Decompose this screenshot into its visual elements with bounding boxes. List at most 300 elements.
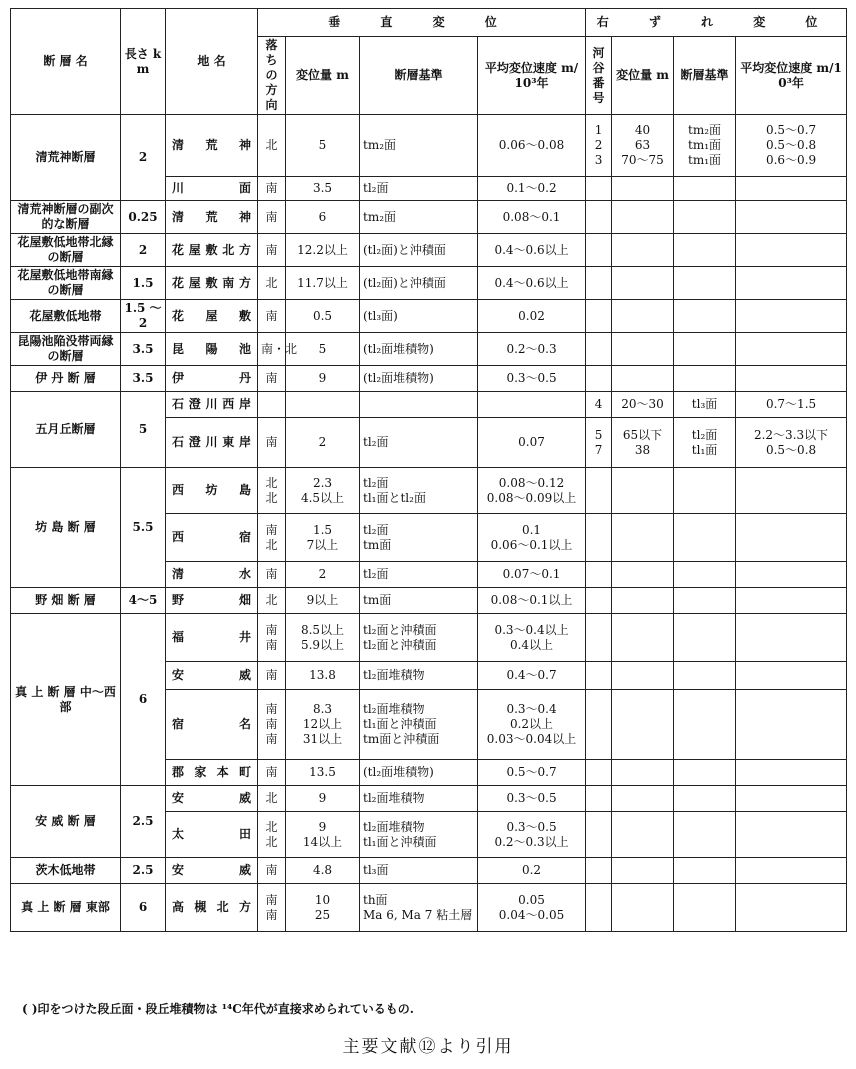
cell-strike-amount bbox=[612, 177, 674, 201]
cell-strike-datum bbox=[674, 760, 736, 786]
cell-datum bbox=[360, 418, 478, 468]
cell-dir-value: 南 bbox=[265, 435, 278, 449]
cell-amount bbox=[286, 786, 360, 812]
cell-amount bbox=[286, 514, 360, 562]
cell-dir-value: 南 bbox=[265, 308, 278, 323]
cell-dir bbox=[258, 786, 286, 812]
cell-datum-value: tl₂面 bbox=[363, 181, 389, 195]
fault-name: 安 威 断 層 bbox=[11, 786, 121, 858]
cell-rate-value: 0.07 bbox=[518, 435, 545, 449]
location-name: 花 屋 敷 bbox=[166, 300, 258, 333]
cell-datum-value: tl₁面とtl₂面 bbox=[363, 490, 426, 505]
cell-datum-value: tm面 bbox=[363, 537, 392, 552]
cell-river bbox=[586, 115, 612, 177]
cell-dir bbox=[258, 588, 286, 614]
cell-strike-amount-value: 70～75 bbox=[621, 153, 664, 167]
cell-dir bbox=[258, 115, 286, 177]
header-location: 地 名 bbox=[166, 9, 258, 115]
cell-rate bbox=[478, 201, 586, 234]
fault-length: 2.5 bbox=[121, 786, 166, 858]
header-fault-name: 断 層 名 bbox=[11, 9, 121, 115]
cell-datum-value: (tl₂面堆積物) bbox=[363, 341, 434, 356]
cell-rate-value: 0.1 bbox=[521, 522, 542, 537]
cell-amount bbox=[286, 614, 360, 662]
cell-amount-value: 6 bbox=[318, 209, 327, 224]
cell-datum bbox=[360, 588, 478, 614]
table-row bbox=[11, 588, 847, 614]
cell-river bbox=[586, 786, 612, 812]
cell-strike-datum bbox=[674, 786, 736, 812]
cell-amount-value: 0.5 bbox=[312, 308, 333, 323]
cell-strike-rate bbox=[736, 514, 847, 562]
cell-rate-value: 0.4以上 bbox=[509, 637, 554, 652]
cell-river bbox=[586, 418, 612, 468]
cell-strike-datum bbox=[674, 812, 736, 858]
cell-river bbox=[586, 468, 612, 514]
cell-dir-value: 北 bbox=[265, 593, 278, 607]
cell-datum bbox=[360, 786, 478, 812]
location-name: 安 威 bbox=[166, 786, 258, 812]
cell-rate-value: 0.4～0.6以上 bbox=[494, 275, 569, 290]
cell-dir-value: 南 bbox=[265, 622, 278, 637]
cell-rate-value: 0.3～0.4以上 bbox=[494, 622, 569, 637]
cell-datum-value: tm面 bbox=[363, 593, 392, 607]
location-name: 野 畑 bbox=[166, 588, 258, 614]
cell-dir bbox=[258, 662, 286, 690]
cell-rate-value: 0.2～0.3以上 bbox=[494, 834, 569, 849]
cell-strike-amount-value: 63 bbox=[634, 138, 651, 152]
cell-strike-amount bbox=[612, 333, 674, 366]
cell-amount-value: 9 bbox=[318, 791, 327, 805]
cell-dir-value: 北 bbox=[265, 791, 278, 805]
location-name: 昆 陽 池 bbox=[166, 333, 258, 366]
cell-datum bbox=[360, 392, 478, 418]
cell-amount bbox=[286, 690, 360, 760]
fault-name: 花屋敷低地帯南縁の断層 bbox=[11, 267, 121, 300]
cell-datum bbox=[360, 333, 478, 366]
cell-strike-amount bbox=[612, 786, 674, 812]
location-name: 清 荒 神 bbox=[166, 115, 258, 177]
cell-rate bbox=[478, 468, 586, 514]
cell-rate bbox=[478, 366, 586, 392]
cell-dir-value: 南 bbox=[265, 892, 278, 907]
cell-strike-datum-value: tm₁面 bbox=[688, 138, 722, 152]
fault-length: 1.5 ～2 bbox=[121, 300, 166, 333]
cell-amount bbox=[286, 201, 360, 234]
cell-strike-rate bbox=[736, 234, 847, 267]
cell-amount-value: 9 bbox=[318, 371, 327, 385]
cell-datum-value: tl₂面堆積物 bbox=[363, 791, 425, 805]
cell-dir-value: 南 bbox=[265, 209, 278, 224]
cell-strike-rate bbox=[736, 201, 847, 234]
cell-strike-amount bbox=[612, 614, 674, 662]
table-row bbox=[11, 614, 847, 662]
cell-amount-value: 12.2以上 bbox=[297, 242, 348, 257]
cell-strike-amount bbox=[612, 690, 674, 760]
cell-dir bbox=[258, 366, 286, 392]
location-name: 安 威 bbox=[166, 662, 258, 690]
cell-datum bbox=[360, 662, 478, 690]
cell-rate-value: 0.2 bbox=[521, 863, 542, 877]
cell-strike-datum bbox=[674, 514, 736, 562]
cell-dir-value: 南・北 bbox=[261, 341, 298, 356]
cell-rate bbox=[478, 234, 586, 267]
cell-amount bbox=[286, 115, 360, 177]
location-name: 伊 丹 bbox=[166, 366, 258, 392]
cell-rate bbox=[478, 115, 586, 177]
fault-length: 4～5 bbox=[121, 588, 166, 614]
cell-rate-value: 0.3～0.4 bbox=[506, 702, 557, 716]
cell-strike-datum bbox=[674, 115, 736, 177]
cell-strike-amount bbox=[612, 588, 674, 614]
cell-strike-amount bbox=[612, 884, 674, 932]
fault-name: 昆陽池陥没帯両縁の断層 bbox=[11, 333, 121, 366]
cell-amount bbox=[286, 418, 360, 468]
cell-strike-datum bbox=[674, 234, 736, 267]
table-row bbox=[11, 468, 847, 514]
cell-rate bbox=[478, 333, 586, 366]
cell-datum bbox=[360, 760, 478, 786]
fault-length: 2 bbox=[121, 115, 166, 201]
fault-length: 5.5 bbox=[121, 468, 166, 588]
cell-amount-value: 8.5以上 bbox=[300, 622, 345, 637]
fault-length: 3.5 bbox=[121, 366, 166, 392]
cell-datum bbox=[360, 690, 478, 760]
cell-rate-value: 0.02 bbox=[518, 308, 545, 323]
cell-rate-value: 0.08～0.12 bbox=[498, 475, 565, 490]
cell-rate-value: 0.06～0.08 bbox=[498, 138, 565, 152]
cell-rate bbox=[478, 588, 586, 614]
cell-strike-rate bbox=[736, 333, 847, 366]
table-row bbox=[11, 786, 847, 812]
cell-dir bbox=[258, 562, 286, 588]
cell-strike-rate bbox=[736, 177, 847, 201]
location-name: 石澄川東岸 bbox=[166, 418, 258, 468]
cell-rate-value: 0.08～0.1 bbox=[502, 209, 561, 224]
cell-dir-value: 南 bbox=[265, 637, 278, 652]
cell-strike-datum bbox=[674, 468, 736, 514]
cell-river bbox=[586, 201, 612, 234]
cell-strike-datum bbox=[674, 201, 736, 234]
cell-datum-value: tl₂面堆積物 bbox=[363, 668, 425, 682]
cell-rate-value: 0.04～0.05 bbox=[498, 907, 565, 922]
fault-length: 2.5 bbox=[121, 858, 166, 884]
cell-dir bbox=[258, 201, 286, 234]
cell-strike-amount bbox=[612, 300, 674, 333]
table-row bbox=[11, 392, 847, 418]
fault-length: 2 bbox=[121, 234, 166, 267]
cell-strike-rate bbox=[736, 588, 847, 614]
cell-datum bbox=[360, 267, 478, 300]
table-row bbox=[11, 300, 847, 333]
cell-dir-value: 南 bbox=[265, 765, 278, 779]
cell-strike-datum-value: tm₁面 bbox=[688, 153, 722, 167]
header-vertical-rate: 平均変位速度 m/10³年 bbox=[478, 37, 586, 115]
cell-dir bbox=[258, 760, 286, 786]
cell-rate bbox=[478, 812, 586, 858]
fault-name: 真 上 断 層 中～西部 bbox=[11, 614, 121, 786]
table-row bbox=[11, 333, 847, 366]
cell-strike-rate bbox=[736, 366, 847, 392]
cell-strike-datum bbox=[674, 588, 736, 614]
cell-dir-value: 南 bbox=[265, 181, 278, 195]
cell-dir bbox=[258, 392, 286, 418]
cell-amount-value: 5 bbox=[318, 341, 327, 356]
cell-strike-amount bbox=[612, 812, 674, 858]
location-name: 安 威 bbox=[166, 858, 258, 884]
cell-river bbox=[586, 514, 612, 562]
table-row bbox=[11, 115, 847, 177]
cell-strike-amount bbox=[612, 468, 674, 514]
table-row bbox=[11, 234, 847, 267]
cell-rate bbox=[478, 884, 586, 932]
cell-dir-value: 北 bbox=[265, 834, 278, 849]
cell-dir-value: 南 bbox=[265, 732, 278, 746]
cell-strike-rate bbox=[736, 690, 847, 760]
cell-amount bbox=[286, 588, 360, 614]
cell-strike-datum bbox=[674, 300, 736, 333]
fault-length: 5 bbox=[121, 392, 166, 468]
cell-rate-value: 0.3～0.5 bbox=[506, 791, 557, 805]
cell-river bbox=[586, 333, 612, 366]
cell-rate-value: 0.06～0.1以上 bbox=[490, 537, 573, 552]
cell-strike-rate-value: 0.6～0.9 bbox=[765, 153, 817, 167]
table-row bbox=[11, 267, 847, 300]
cell-dir bbox=[258, 177, 286, 201]
cell-river bbox=[586, 858, 612, 884]
cell-strike-datum bbox=[674, 614, 736, 662]
location-name: 清 水 bbox=[166, 562, 258, 588]
cell-amount-value: 4.5以上 bbox=[300, 490, 345, 505]
cell-strike-datum bbox=[674, 392, 736, 418]
cell-strike-datum bbox=[674, 333, 736, 366]
cell-datum bbox=[360, 201, 478, 234]
cell-amount-value: 2 bbox=[318, 435, 327, 449]
cell-datum-value: tl₁面と沖積面 bbox=[363, 834, 437, 849]
cell-dir-value: 北 bbox=[265, 537, 278, 552]
footnote: ( )印をつけた段丘面・段丘堆積物は ¹⁴C年代が直接求められているもの. bbox=[22, 1002, 414, 1016]
cell-river-value: 2 bbox=[594, 138, 603, 152]
cell-datum bbox=[360, 115, 478, 177]
cell-river bbox=[586, 690, 612, 760]
cell-strike-rate bbox=[736, 267, 847, 300]
cell-river bbox=[586, 588, 612, 614]
cell-datum bbox=[360, 366, 478, 392]
cell-datum-value: tl₁面と沖積面 bbox=[363, 717, 437, 731]
location-name: 西 宿 bbox=[166, 514, 258, 562]
cell-rate-value: 0.5～0.7 bbox=[506, 765, 557, 779]
table-row bbox=[11, 201, 847, 234]
cell-dir bbox=[258, 234, 286, 267]
header-vertical-datum: 断層基準 bbox=[360, 37, 478, 115]
cell-datum bbox=[360, 234, 478, 267]
cell-datum bbox=[360, 514, 478, 562]
cell-river-value: 7 bbox=[594, 442, 603, 457]
cell-dir-value: 北 bbox=[265, 275, 278, 290]
cell-strike-rate bbox=[736, 115, 847, 177]
cell-rate-value: 0.05 bbox=[518, 892, 545, 907]
cell-rate bbox=[478, 392, 586, 418]
cell-datum-value: (tl₂面)と沖積面 bbox=[363, 275, 446, 290]
cell-amount-value: 5 bbox=[318, 138, 327, 152]
fault-name: 清荒神断層の副次的な断層 bbox=[11, 201, 121, 234]
fault-name: 花屋敷低地帯北縁の断層 bbox=[11, 234, 121, 267]
cell-dir bbox=[258, 468, 286, 514]
cell-datum-value: tl₂面と沖積面 bbox=[363, 622, 437, 637]
cell-dir bbox=[258, 514, 286, 562]
cell-rate bbox=[478, 662, 586, 690]
cell-strike-amount bbox=[612, 392, 674, 418]
cell-datum-value: tl₂面 bbox=[363, 567, 389, 581]
cell-datum-value: (tl₂面堆積物) bbox=[363, 371, 434, 385]
cell-dir-value: 南 bbox=[265, 717, 278, 731]
cell-rate-value: 0.2以上 bbox=[509, 717, 554, 731]
table-row bbox=[11, 366, 847, 392]
cell-strike-rate bbox=[736, 300, 847, 333]
header-length: 長さ km bbox=[121, 9, 166, 115]
cell-datum-value: tl₂面と沖積面 bbox=[363, 637, 437, 652]
cell-datum-value: Ma 6, Ma 7 粘土層 bbox=[363, 907, 473, 922]
cell-amount-value: 2 bbox=[318, 567, 327, 581]
cell-rate-value: 0.08～0.1以上 bbox=[490, 593, 573, 607]
cell-strike-rate bbox=[736, 418, 847, 468]
cell-amount bbox=[286, 662, 360, 690]
cell-strike-datum bbox=[674, 690, 736, 760]
cell-amount bbox=[286, 300, 360, 333]
cell-strike-amount bbox=[612, 662, 674, 690]
cell-rate-value: 0.1～0.2 bbox=[506, 181, 557, 195]
cell-strike-rate bbox=[736, 468, 847, 514]
cell-amount bbox=[286, 812, 360, 858]
cell-datum-value: tl₂面堆積物 bbox=[363, 702, 425, 716]
cell-river bbox=[586, 562, 612, 588]
cell-strike-datum bbox=[674, 562, 736, 588]
cell-amount bbox=[286, 366, 360, 392]
cell-datum bbox=[360, 812, 478, 858]
fault-length: 6 bbox=[121, 614, 166, 786]
cell-rate-value: 0.3～0.5 bbox=[506, 819, 557, 834]
cell-datum bbox=[360, 858, 478, 884]
cell-strike-datum bbox=[674, 366, 736, 392]
cell-datum-value: tl₂面 bbox=[363, 435, 389, 449]
cell-river bbox=[586, 392, 612, 418]
location-name: 清 荒 神 bbox=[166, 201, 258, 234]
cell-datum-value: th面 bbox=[363, 892, 388, 907]
cell-strike-rate bbox=[736, 812, 847, 858]
cell-strike-datum bbox=[674, 858, 736, 884]
cell-dir-value: 北 bbox=[265, 819, 278, 834]
cell-dir-value: 南 bbox=[265, 567, 278, 581]
fault-name: 茨木低地帯 bbox=[11, 858, 121, 884]
cell-amount bbox=[286, 267, 360, 300]
cell-dir-value: 南 bbox=[265, 907, 278, 922]
caption: 主要文献⑫より引用 bbox=[342, 1037, 514, 1057]
cell-dir bbox=[258, 333, 298, 366]
cell-dir-value: 南 bbox=[265, 242, 278, 257]
cell-strike-amount bbox=[612, 267, 674, 300]
cell-datum bbox=[360, 614, 478, 662]
cell-datum-value: tm₂面 bbox=[363, 138, 397, 152]
cell-amount-value: 8.3 bbox=[312, 702, 333, 716]
fault-table-container bbox=[10, 8, 846, 932]
cell-strike-datum bbox=[674, 884, 736, 932]
cell-rate-value: 0.2～0.3 bbox=[506, 341, 557, 356]
cell-dir bbox=[258, 884, 286, 932]
fault-name: 伊 丹 断 層 bbox=[11, 366, 121, 392]
cell-rate-value: 0.07～0.1 bbox=[502, 567, 561, 581]
cell-amount-value: 2.3 bbox=[312, 475, 333, 490]
cell-rate bbox=[478, 562, 586, 588]
fault-name: 清荒神断層 bbox=[11, 115, 121, 201]
header-strike-datum: 断層基準 bbox=[674, 37, 736, 115]
cell-strike-rate bbox=[736, 562, 847, 588]
cell-amount-value: 13.8 bbox=[309, 668, 336, 682]
cell-strike-rate-value: 0.7～1.5 bbox=[765, 397, 817, 411]
header-river-number: 河谷番号 bbox=[586, 37, 612, 115]
fault-displacement-table bbox=[10, 8, 847, 932]
cell-datum-value: tl₃面 bbox=[363, 863, 389, 877]
fault-name: 五月丘断層 bbox=[11, 392, 121, 468]
cell-datum-value: tl₂面堆積物 bbox=[363, 819, 425, 834]
cell-strike-amount bbox=[612, 366, 674, 392]
cell-rate bbox=[478, 786, 586, 812]
cell-datum bbox=[360, 468, 478, 514]
cell-rate-value: 0.4～0.6以上 bbox=[494, 242, 569, 257]
fault-length: 3.5 bbox=[121, 333, 166, 366]
cell-strike-amount-value: 40 bbox=[634, 123, 651, 137]
table-row bbox=[11, 884, 847, 932]
cell-strike-datum bbox=[674, 177, 736, 201]
cell-strike-rate-value: 0.5～0.7 bbox=[765, 123, 817, 137]
fault-name: 野 畑 断 層 bbox=[11, 588, 121, 614]
cell-strike-rate-value: 2.2～3.3以下 bbox=[753, 427, 829, 442]
cell-river-value: 4 bbox=[594, 397, 603, 411]
cell-river bbox=[586, 234, 612, 267]
cell-amount-value: 11.7以上 bbox=[297, 275, 348, 290]
cell-rate-value: 0.03～0.04以上 bbox=[486, 732, 577, 746]
cell-river-value: 5 bbox=[594, 427, 603, 442]
cell-amount-value: 5.9以上 bbox=[300, 637, 345, 652]
header-strike-slip-displacement: 右 ず れ 変 位 bbox=[586, 9, 847, 37]
cell-dir bbox=[258, 300, 286, 333]
cell-river-value: 3 bbox=[594, 153, 603, 167]
cell-amount bbox=[286, 562, 360, 588]
cell-datum bbox=[360, 562, 478, 588]
cell-strike-datum-value: tl₃面 bbox=[691, 397, 718, 411]
cell-dir-value: 北 bbox=[265, 475, 278, 490]
cell-amount-value: 1.5 bbox=[312, 522, 333, 537]
cell-dir bbox=[258, 267, 286, 300]
cell-rate bbox=[478, 300, 586, 333]
cell-strike-amount bbox=[612, 201, 674, 234]
cell-rate bbox=[478, 418, 586, 468]
cell-amount-value: 3.5 bbox=[312, 181, 333, 195]
header-strike-rate: 平均変位速度 m/10³年 bbox=[736, 37, 847, 115]
cell-strike-rate-value: 0.5～0.8 bbox=[765, 138, 817, 152]
cell-strike-rate bbox=[736, 662, 847, 690]
table-row bbox=[11, 858, 847, 884]
cell-rate-value: 0.4～0.7 bbox=[506, 668, 557, 682]
fault-name: 真 上 断 層 東部 bbox=[11, 884, 121, 932]
cell-strike-rate bbox=[736, 614, 847, 662]
cell-river bbox=[586, 812, 612, 858]
fault-length: 1.5 bbox=[121, 267, 166, 300]
location-name: 花屋敷南方 bbox=[166, 267, 258, 300]
fault-name: 坊 島 断 層 bbox=[11, 468, 121, 588]
cell-strike-datum-value: tl₁面 bbox=[691, 442, 718, 457]
cell-strike-amount bbox=[612, 858, 674, 884]
cell-river bbox=[586, 662, 612, 690]
